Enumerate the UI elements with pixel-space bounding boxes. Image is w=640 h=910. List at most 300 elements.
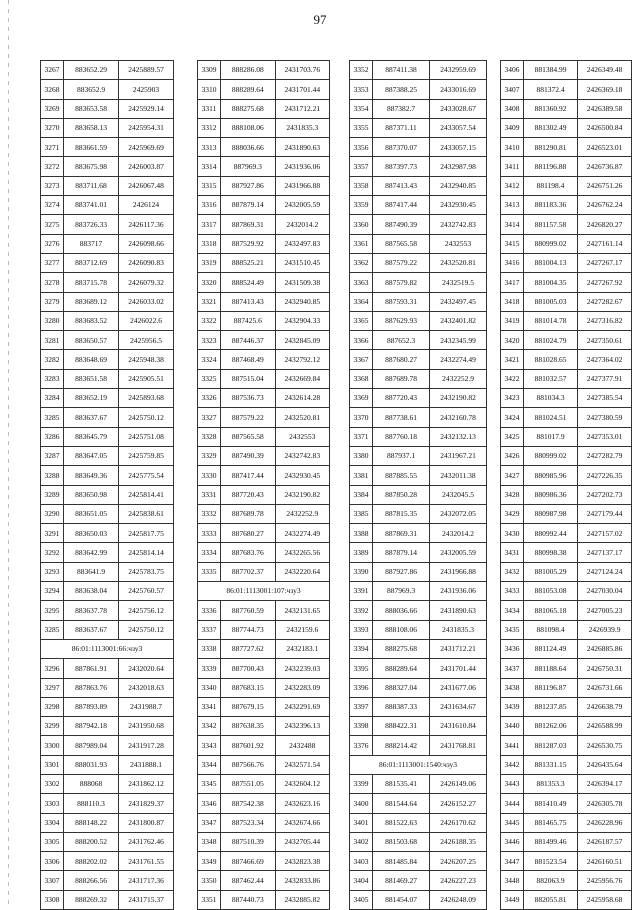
point-number-cell: 3337 <box>198 620 221 639</box>
table-row <box>501 755 632 774</box>
table-row <box>198 524 330 543</box>
y-coordinate-cell: 2432045.5 <box>430 485 487 504</box>
point-number-cell: 3367 <box>350 350 373 369</box>
point-number-cell: 3380 <box>350 446 373 465</box>
table-row <box>41 890 174 909</box>
table-row <box>41 157 174 176</box>
x-coordinate-cell: 887566.76 <box>221 755 276 774</box>
y-coordinate-cell: 2432987.98 <box>430 157 487 176</box>
point-number-cell: 3443 <box>501 774 524 793</box>
point-number-cell: 3312 <box>198 118 221 137</box>
x-coordinate-cell: 887937.1 <box>373 446 430 465</box>
x-coordinate-cell: 888214.42 <box>373 736 430 755</box>
x-coordinate-cell: 887593.31 <box>373 292 430 311</box>
x-coordinate-cell: 887744.73 <box>221 620 276 639</box>
table-row <box>350 736 487 755</box>
point-number-cell: 3438 <box>501 678 524 697</box>
y-coordinate-cell: 2427202.73 <box>578 485 632 504</box>
table-row <box>350 832 487 851</box>
x-coordinate-cell: 881004.35 <box>524 273 578 292</box>
x-coordinate-cell: 881302.49 <box>524 118 578 137</box>
table-row <box>350 601 487 620</box>
point-number-cell: 3294 <box>41 582 64 601</box>
y-coordinate-cell: 2431890.63 <box>275 138 330 157</box>
x-coordinate-cell: 887397.73 <box>373 157 430 176</box>
x-coordinate-cell: 887466.69 <box>221 852 276 871</box>
y-coordinate-cell: 2432553 <box>275 427 330 446</box>
x-coordinate-cell: 882063.9 <box>524 871 578 890</box>
x-coordinate-cell: 883712.69 <box>64 253 119 272</box>
x-coordinate-cell: 883648.69 <box>64 350 119 369</box>
point-number-cell: 3309 <box>198 61 221 80</box>
x-coordinate-cell: 881469.27 <box>373 871 430 890</box>
x-coordinate-cell: 881196.88 <box>524 157 578 176</box>
table-row <box>501 736 632 755</box>
y-coordinate-cell: 2432020.64 <box>119 659 174 678</box>
point-number-cell: 3381 <box>350 466 373 485</box>
x-coordinate-cell: 880999.02 <box>524 234 578 253</box>
point-number-cell: 3361 <box>350 234 373 253</box>
point-number-cell: 3280 <box>41 311 64 330</box>
point-number-cell: 3331 <box>198 485 221 504</box>
x-coordinate-cell: 881005.03 <box>524 292 578 311</box>
x-coordinate-cell: 881522.63 <box>373 813 430 832</box>
y-coordinate-cell: 2425905.51 <box>119 369 174 388</box>
x-coordinate-cell: 887879.14 <box>373 543 430 562</box>
y-coordinate-cell: 2432904.33 <box>275 311 330 330</box>
point-number-cell: 3429 <box>501 504 524 523</box>
table-row <box>350 292 487 311</box>
x-coordinate-cell: 887927.86 <box>373 562 430 581</box>
point-number-cell: 3303 <box>41 794 64 813</box>
x-coordinate-cell: 887680.27 <box>373 350 430 369</box>
table-row <box>350 118 487 137</box>
point-number-cell: 3332 <box>198 504 221 523</box>
y-coordinate-cell: 2425751.08 <box>119 427 174 446</box>
table-row <box>501 697 632 716</box>
table-row <box>198 562 330 581</box>
y-coordinate-cell: 2432401.82 <box>430 311 487 330</box>
x-coordinate-cell: 888036.66 <box>373 601 430 620</box>
x-coordinate-cell: 888266.56 <box>64 871 119 890</box>
x-coordinate-cell: 881024.51 <box>524 408 578 427</box>
point-number-cell: 3324 <box>198 350 221 369</box>
point-number-cell: 3319 <box>198 253 221 272</box>
table-row <box>350 311 487 330</box>
table-row <box>350 582 487 601</box>
y-coordinate-cell: 2425814.41 <box>119 485 174 504</box>
point-number-cell: 3359 <box>350 196 373 215</box>
x-coordinate-cell: 887861.91 <box>64 659 119 678</box>
table-row <box>198 196 330 215</box>
x-coordinate-cell: 887850.28 <box>373 485 430 504</box>
point-number-cell: 3278 <box>41 273 64 292</box>
table-row <box>501 446 632 465</box>
x-coordinate-cell: 887565.58 <box>373 234 430 253</box>
y-coordinate-cell: 2426188.35 <box>430 832 487 851</box>
y-coordinate-cell: 2432396.13 <box>275 717 330 736</box>
point-number-cell: 3276 <box>41 234 64 253</box>
x-coordinate-cell: 887411.38 <box>373 61 430 80</box>
point-number-cell: 3402 <box>350 832 373 851</box>
y-coordinate-cell: 2426228.96 <box>578 813 632 832</box>
point-number-cell: 3410 <box>501 138 524 157</box>
y-coordinate-cell: 2425903 <box>119 80 174 99</box>
table-row <box>198 543 330 562</box>
point-number-cell: 3282 <box>41 350 64 369</box>
x-coordinate-cell: 887869.31 <box>373 524 430 543</box>
point-number-cell: 3279 <box>41 292 64 311</box>
point-number-cell: 3296 <box>41 659 64 678</box>
point-number-cell: 3300 <box>41 736 64 755</box>
y-coordinate-cell: 2427157.02 <box>578 524 632 543</box>
x-coordinate-cell: 887700.43 <box>221 659 276 678</box>
point-number-cell: 3358 <box>350 176 373 195</box>
scan-edge <box>8 0 9 905</box>
x-coordinate-cell: 887523.34 <box>221 813 276 832</box>
y-coordinate-cell: 2427385.54 <box>578 389 632 408</box>
point-number-cell: 3343 <box>198 736 221 755</box>
point-number-cell: 3421 <box>501 350 524 369</box>
coordinates-table-column-3 <box>349 60 487 910</box>
x-coordinate-cell: 887510.39 <box>221 832 276 851</box>
table-row <box>350 620 487 639</box>
y-coordinate-cell: 2426751.26 <box>578 176 632 195</box>
table-row <box>501 639 632 658</box>
table-row <box>198 234 330 253</box>
table-row <box>41 427 174 446</box>
x-coordinate-cell: 881028.65 <box>524 350 578 369</box>
x-coordinate-cell: 887689.78 <box>221 504 276 523</box>
x-coordinate-cell: 883741.01 <box>64 196 119 215</box>
y-coordinate-cell: 2433016.69 <box>430 80 487 99</box>
y-coordinate-cell: 2431966.88 <box>430 562 487 581</box>
x-coordinate-cell: 887885.55 <box>373 466 430 485</box>
point-number-cell: 3342 <box>198 717 221 736</box>
x-coordinate-cell: 887490.39 <box>373 215 430 234</box>
x-coordinate-cell: 883715.78 <box>64 273 119 292</box>
y-coordinate-cell: 2427380.59 <box>578 408 632 427</box>
point-number-cell: 3444 <box>501 794 524 813</box>
point-number-cell: 3368 <box>350 369 373 388</box>
x-coordinate-cell: 887863.76 <box>64 678 119 697</box>
table-row <box>350 813 487 832</box>
table-row <box>41 234 174 253</box>
point-number-cell: 3348 <box>198 832 221 851</box>
table-row <box>501 524 632 543</box>
point-number-cell: 3308 <box>41 890 64 909</box>
point-number-cell: 3417 <box>501 273 524 292</box>
x-coordinate-cell: 881098.4 <box>524 620 578 639</box>
point-number-cell: 3401 <box>350 813 373 832</box>
x-coordinate-cell: 888524.49 <box>221 273 276 292</box>
table-row <box>198 813 330 832</box>
y-coordinate-cell: 2432265.56 <box>275 543 330 562</box>
point-number-cell: 3307 <box>41 871 64 890</box>
x-coordinate-cell: 881024.79 <box>524 331 578 350</box>
parcel-header-cell: 86:01:1113001:1540:чзу3 <box>350 755 487 774</box>
y-coordinate-cell: 2431712.21 <box>430 639 487 658</box>
point-number-cell: 3405 <box>350 890 373 909</box>
point-number-cell: 3339 <box>198 659 221 678</box>
table-row <box>198 466 330 485</box>
y-coordinate-cell: 2432159.6 <box>275 620 330 639</box>
y-coordinate-cell: 2431966.88 <box>275 176 330 195</box>
table-row <box>41 504 174 523</box>
y-coordinate-cell: 2427124.24 <box>578 562 632 581</box>
table-row <box>350 369 487 388</box>
point-number-cell: 3357 <box>350 157 373 176</box>
x-coordinate-cell: 887893.89 <box>64 697 119 716</box>
x-coordinate-cell: 882055.81 <box>524 890 578 909</box>
table-row <box>501 311 632 330</box>
x-coordinate-cell: 881287.03 <box>524 736 578 755</box>
table-row <box>198 697 330 716</box>
table-row <box>41 446 174 465</box>
table-row <box>501 369 632 388</box>
y-coordinate-cell: 2426022.6 <box>119 311 174 330</box>
x-coordinate-cell: 887601.92 <box>221 736 276 755</box>
x-coordinate-cell: 888108.06 <box>221 118 276 137</box>
table-row <box>198 871 330 890</box>
table-row <box>350 794 487 813</box>
x-coordinate-cell: 883650.03 <box>64 524 119 543</box>
x-coordinate-cell: 881290.81 <box>524 138 578 157</box>
table-row <box>41 813 174 832</box>
point-number-cell: 3306 <box>41 852 64 871</box>
table-row <box>501 176 632 195</box>
table-row <box>41 138 174 157</box>
table-row <box>501 331 632 350</box>
x-coordinate-cell: 887679.15 <box>221 697 276 716</box>
page-number: 97 <box>313 12 327 27</box>
point-number-cell: 3441 <box>501 736 524 755</box>
point-number-cell: 3390 <box>350 562 373 581</box>
x-coordinate-cell: 883661.59 <box>64 138 119 157</box>
point-number-cell: 3430 <box>501 524 524 543</box>
table-row <box>501 215 632 234</box>
y-coordinate-cell: 2431917.28 <box>119 736 174 755</box>
y-coordinate-cell: 2432291.69 <box>275 697 330 716</box>
x-coordinate-cell: 887551.05 <box>221 774 276 793</box>
y-coordinate-cell: 2432930.45 <box>430 196 487 215</box>
table-row <box>198 659 330 678</box>
point-number-cell: 3283 <box>41 369 64 388</box>
x-coordinate-cell: 881005.29 <box>524 562 578 581</box>
y-coordinate-cell: 2426731.66 <box>578 678 632 697</box>
x-coordinate-cell: 887446.37 <box>221 331 276 350</box>
y-coordinate-cell: 2431890.63 <box>430 601 487 620</box>
point-number-cell: 3419 <box>501 311 524 330</box>
table-row <box>350 639 487 658</box>
point-number-cell: 3385 <box>350 504 373 523</box>
point-number-cell: 3411 <box>501 157 524 176</box>
point-number-cell: 3406 <box>501 61 524 80</box>
point-number-cell: 3399 <box>350 774 373 793</box>
table-row <box>41 639 174 658</box>
table-row <box>501 196 632 215</box>
x-coordinate-cell: 888327.04 <box>373 678 430 697</box>
y-coordinate-cell: 2432220.64 <box>275 562 330 581</box>
point-number-cell: 3269 <box>41 99 64 118</box>
point-number-cell: 3329 <box>198 446 221 465</box>
x-coordinate-cell: 887370.07 <box>373 138 430 157</box>
table-row <box>350 524 487 543</box>
x-coordinate-cell: 883650.57 <box>64 331 119 350</box>
x-coordinate-cell: 883638.04 <box>64 582 119 601</box>
point-number-cell: 3321 <box>198 292 221 311</box>
y-coordinate-cell: 2427005.23 <box>578 601 632 620</box>
point-number-cell: 3369 <box>350 389 373 408</box>
point-number-cell: 3302 <box>41 774 64 793</box>
x-coordinate-cell: 888202.02 <box>64 852 119 871</box>
table-row <box>41 292 174 311</box>
x-coordinate-cell: 883645.79 <box>64 427 119 446</box>
y-coordinate-cell: 2432623.16 <box>275 794 330 813</box>
point-number-cell: 3292 <box>41 543 64 562</box>
point-number-cell: 3447 <box>501 852 524 871</box>
point-number-cell: 3277 <box>41 253 64 272</box>
x-coordinate-cell: 888422.31 <box>373 717 430 736</box>
point-number-cell: 3393 <box>350 620 373 639</box>
point-number-cell: 3289 <box>41 485 64 504</box>
point-number-cell: 3446 <box>501 832 524 851</box>
y-coordinate-cell: 2426750.31 <box>578 659 632 678</box>
x-coordinate-cell: 887760.18 <box>373 427 430 446</box>
y-coordinate-cell: 2425893.68 <box>119 389 174 408</box>
point-number-cell: 3434 <box>501 601 524 620</box>
table-row <box>501 717 632 736</box>
table-row <box>501 485 632 504</box>
point-number-cell: 3315 <box>198 176 221 195</box>
table-row <box>41 408 174 427</box>
table-row <box>198 292 330 311</box>
table-row <box>198 350 330 369</box>
point-number-cell: 3316 <box>198 196 221 215</box>
table-row <box>41 350 174 369</box>
y-coordinate-cell: 2427161.14 <box>578 234 632 253</box>
y-coordinate-cell: 2426248.09 <box>430 890 487 909</box>
x-coordinate-cell: 883652.19 <box>64 389 119 408</box>
x-coordinate-cell: 883641.9 <box>64 562 119 581</box>
point-number-cell: 3418 <box>501 292 524 311</box>
y-coordinate-cell: 2431862.12 <box>119 774 174 793</box>
y-coordinate-cell: 2431888.1 <box>119 755 174 774</box>
point-number-cell: 3415 <box>501 234 524 253</box>
table-row <box>350 755 487 774</box>
point-number-cell: 3436 <box>501 639 524 658</box>
x-coordinate-cell: 883647.05 <box>64 446 119 465</box>
y-coordinate-cell: 2426530.75 <box>578 736 632 755</box>
point-number-cell: 3431 <box>501 543 524 562</box>
x-coordinate-cell: 887720.43 <box>221 485 276 504</box>
point-number-cell: 3336 <box>198 601 221 620</box>
table-row <box>41 794 174 813</box>
point-number-cell: 3403 <box>350 852 373 871</box>
point-number-cell: 3327 <box>198 408 221 427</box>
table-row <box>501 582 632 601</box>
point-number-cell: 3388 <box>350 524 373 543</box>
point-number-cell: 3326 <box>198 389 221 408</box>
y-coordinate-cell: 2426207.25 <box>430 852 487 871</box>
table-row <box>198 485 330 504</box>
y-coordinate-cell: 2431509.38 <box>275 273 330 292</box>
y-coordinate-cell: 2426149.06 <box>430 774 487 793</box>
y-coordinate-cell: 2431988.7 <box>119 697 174 716</box>
y-coordinate-cell: 2432823.38 <box>275 852 330 871</box>
x-coordinate-cell: 887720.43 <box>373 389 430 408</box>
table-row <box>198 774 330 793</box>
x-coordinate-cell: 881237.85 <box>524 697 578 716</box>
x-coordinate-cell: 887579.82 <box>373 273 430 292</box>
table-row <box>350 871 487 890</box>
table-row <box>350 659 487 678</box>
y-coordinate-cell: 2431800.87 <box>119 813 174 832</box>
y-coordinate-cell: 2432674.66 <box>275 813 330 832</box>
y-coordinate-cell: 2426349.48 <box>578 61 632 80</box>
y-coordinate-cell: 2425838.61 <box>119 504 174 523</box>
y-coordinate-cell: 2426435.64 <box>578 755 632 774</box>
table-row <box>198 582 330 601</box>
point-number-cell: 3416 <box>501 253 524 272</box>
x-coordinate-cell: 883652.29 <box>64 61 119 80</box>
y-coordinate-cell: 2425956.5 <box>119 331 174 350</box>
point-number-cell: 3440 <box>501 717 524 736</box>
table-row <box>350 408 487 427</box>
x-coordinate-cell: 881523.54 <box>524 852 578 871</box>
y-coordinate-cell: 2432885.82 <box>275 890 330 909</box>
point-number-cell: 3352 <box>350 61 373 80</box>
table-row <box>501 234 632 253</box>
table-row <box>198 736 330 755</box>
y-coordinate-cell: 2427137.17 <box>578 543 632 562</box>
table-row <box>41 543 174 562</box>
y-coordinate-cell: 2432014.2 <box>275 215 330 234</box>
y-coordinate-cell: 2425750.12 <box>119 408 174 427</box>
y-coordinate-cell: 2432497.83 <box>275 234 330 253</box>
y-coordinate-cell: 2432705.44 <box>275 832 330 851</box>
table-row <box>198 408 330 427</box>
table-row <box>350 774 487 793</box>
x-coordinate-cell: 883642.99 <box>64 543 119 562</box>
y-coordinate-cell: 2432283.09 <box>275 678 330 697</box>
x-coordinate-cell: 887689.78 <box>373 369 430 388</box>
point-number-cell: 3275 <box>41 215 64 234</box>
x-coordinate-cell: 888289.64 <box>221 80 276 99</box>
y-coordinate-cell: 2431967.21 <box>430 446 487 465</box>
point-number-cell: 3293 <box>41 562 64 581</box>
y-coordinate-cell: 2426939.9 <box>578 620 632 639</box>
y-coordinate-cell: 2432190.82 <box>430 389 487 408</box>
x-coordinate-cell: 881017.9 <box>524 427 578 446</box>
x-coordinate-cell: 880987.98 <box>524 504 578 523</box>
y-coordinate-cell: 2433057.54 <box>430 118 487 137</box>
point-number-cell: 3407 <box>501 80 524 99</box>
table-row <box>350 99 487 118</box>
table-row <box>198 446 330 465</box>
table-row <box>350 543 487 562</box>
table-row <box>350 466 487 485</box>
point-number-cell: 3355 <box>350 118 373 137</box>
y-coordinate-cell: 2432132.13 <box>430 427 487 446</box>
table-row <box>41 485 174 504</box>
y-coordinate-cell: 2431950.68 <box>119 717 174 736</box>
point-number-cell: 3354 <box>350 99 373 118</box>
y-coordinate-cell: 2432845.09 <box>275 331 330 350</box>
table-row <box>350 350 487 369</box>
x-coordinate-cell: 881065.18 <box>524 601 578 620</box>
y-coordinate-cell: 2432005.59 <box>275 196 330 215</box>
